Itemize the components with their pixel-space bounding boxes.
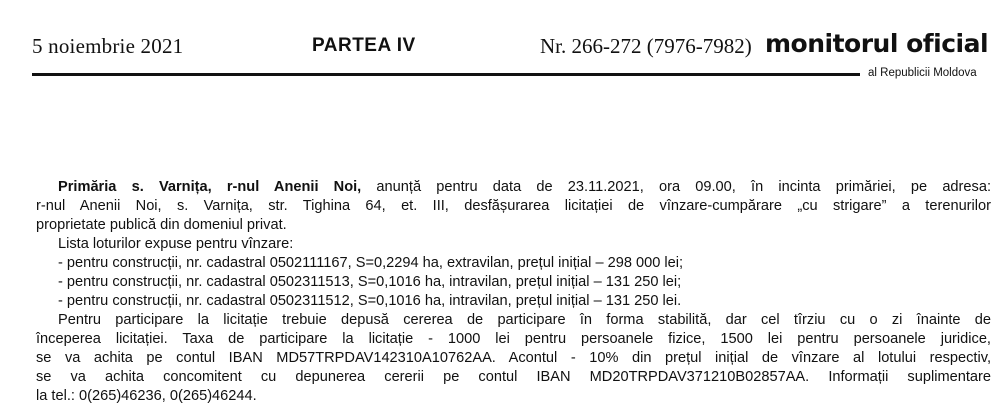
- publication-logo: monitorul oficial: [765, 29, 989, 58]
- lot-item-2: - pentru construcții, nr. cadastral 0502311513, S=0,1016 ha, intravilan, prețul inițial – 131 250 lei;: [58, 274, 682, 290]
- header-rule: [32, 73, 860, 76]
- issue-number: Nr. 266-272 (7976-7982): [540, 34, 752, 58]
- notice-line-1: [36, 178, 991, 197]
- conditions-line-1: Pentru participare la licitație trebuie depusă cererea de participare în forma stabilită, dar cel tîrziu cu o zi înainte de: [58, 312, 991, 328]
- issue-date: 5 noiembrie 2021: [32, 34, 184, 58]
- page-header: [0, 0, 1000, 90]
- lot-item-1: - pentru construcții, nr. cadastral 0502111167, S=0,2294 ha, extravilan, prețul inițial – 298 000 lei;: [58, 255, 684, 271]
- notice-line-2: r-nul Anenii Noi, s. Varnița, str. Tighina 64, et. III, desfășurarea licitației de vînzare-cumpărare „cu strigare” a terenurilor: [36, 198, 991, 214]
- notice-line-3: proprietate publică din domeniul privat.: [36, 217, 287, 233]
- conditions-line-5: la tel.: 0(265)46236, 0(265)46244.: [36, 388, 257, 404]
- conditions-line-3: se va achita pe contul IBAN MD57TRPDAV142310A10762AA. Acontul - 10% din prețul inițial de vînzare al lotului respectiv,: [36, 350, 991, 366]
- notice-intro: anunță pentru data de 23.11.2021, ora 09.00, în incinta primăriei, pe adresa:: [361, 179, 991, 195]
- lot-item-3: - pentru construcții, nr. cadastral 0502311512, S=0,1016 ha, intravilan, prețul inițial – 131 250 lei.: [58, 293, 682, 309]
- lots-list-title: Lista loturilor expuse pentru vînzare:: [58, 236, 294, 252]
- conditions-line-4: se va achita concomitent cu depunerea cererii pe contul IBAN MD20TRPDAV371210B02857AA. Informații suplimentare: [36, 369, 991, 385]
- issuer-name: Primăria s. Varnița, r-nul Anenii Noi,: [58, 179, 362, 195]
- publication-subtitle: al Republicii Moldova: [868, 67, 977, 79]
- notice-body: [36, 178, 991, 406]
- section-title: PARTEA IV: [312, 35, 416, 56]
- conditions-line-2: începerea licitației. Taxa de participare la licitație - 1000 lei pentru persoanele fizice, 1500 lei pentru persoanele juridice,: [36, 331, 991, 347]
